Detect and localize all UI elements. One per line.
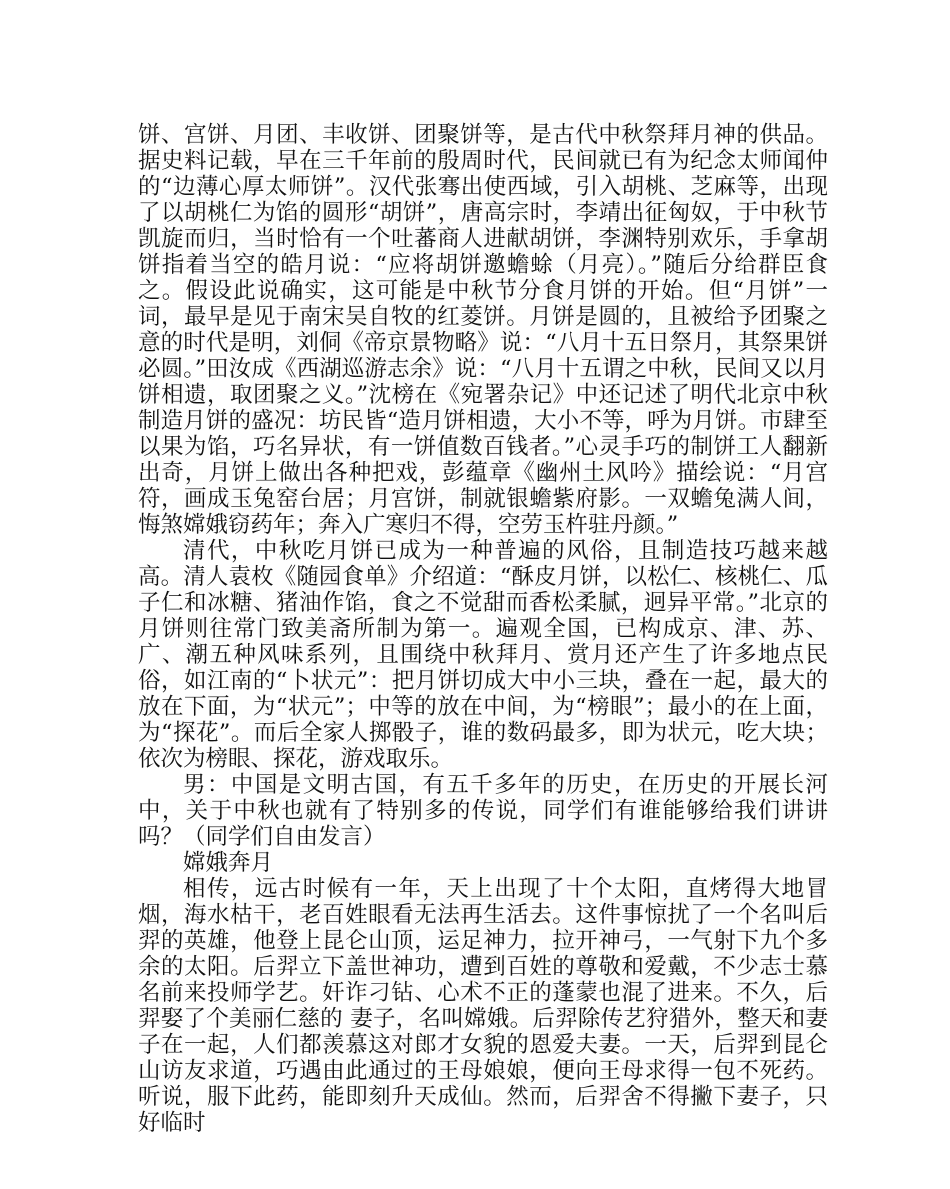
paragraph-host-speech: 男：中国是文明古国，有五千多年的历史，在历史的开展长河中，关于中秋也就有了特别多的传说，同学们有谁能够给我们讲讲吗？（同学们自由发言） bbox=[138, 772, 828, 850]
document-page bbox=[138, 122, 828, 1136]
paragraph-mooncake-history: 饼、宫饼、月团、丰收饼、团聚饼等，是古代中秋祭拜月神的供品。据史料记载，早在三千年前的殷周时代，民间就已有为纪念太师闻仲的“边薄心厚太师饼”。汉代张骞出使西域，引入胡桃、芝麻等，出现了以胡桃仁为馅的圆形“胡饼”，唐高宗时，李靖出征匈奴，于中秋节凯旋而归，当时恰有一个吐蕃商人进献胡饼，李渊特别欢乐，手拿胡饼指着当空的皓月说：“应将胡饼邀蟾蜍（月亮）。”随后分给群臣食之。假设此说确实，这可能是中秋节分食月饼的开始。但“月饼”一词，最早是见于南宋吴自牧的红菱饼。月饼是圆的，且被给予团聚之意的时代是明，刘侗《帝京景物略》说：“八月十五日祭月，其祭果饼必圆。”田汝成《西湖巡游志余》说：“八月十五谓之中秋，民间又以月饼相遗，取团聚之义。”沈榜在《宛署杂记》中还记述了明代北京中秋制造月饼的盛况：坊民皆“造月饼相遗，大小不等，呼为月饼。市肆至以果为馅，巧名异状，有一饼值数百钱者。”心灵手巧的制饼工人翻新出奇，月饼上做出各种把戏，彭蕴章《幽州土风吟》描绘说：“月宫符，画成玉兔窑台居；月宫饼，制就银蟾紫府影。一双蟾兔满人间，悔煞嫦娥窃药年；奔入广寒归不得，空劳玉杵驻丹颜。” bbox=[138, 122, 828, 538]
section-heading-change-e: 嫦娥奔月 bbox=[183, 850, 274, 876]
paragraph-qing-dynasty: 清代，中秋吃月饼已成为一种普遍的风俗，且制造技巧越来越高。清人袁枚《随园食单》介绍道：“酥皮月饼，以松仁、核桃仁、瓜子仁和冰糖、猪油作馅，食之不觉甜而香松柔腻，迥异平常。”北京的月饼则往常门致美斋所制为第一。遍观全国，已构成京、津、苏、广、潮五种风味系列，且围绕中秋拜月、赏月还产生了许多地点民俗，如江南的“卜状元”：把月饼切成大中小三块，叠在一起，最大的放在下面，为“状元”；中等的放在中间，为“榜眼”；最小的在上面，为“探花”。而后全家人掷骰子，谁的数码最多，即为状元，吃大块；依次为榜眼、探花，游戏取乐。 bbox=[138, 538, 828, 772]
paragraph-legend: 相传，远古时候有一年，天上出现了十个太阳，直烤得大地冒烟，海水枯干，老百姓眼看无法再生活去。这件事惊扰了一个名叫后羿的英雄，他登上昆仑山顶，运足神力，拉开神弓，一气射下九个多余的太阳。后羿立下盖世神功，遭到百姓的尊敬和爱戴，不少志士慕名前来投师学艺。奸诈刁钻、心术不正的蓬蒙也混了进来。不久，后羿娶了个美丽仁慈的 妻子，名叫嫦娥。后羿除传艺狩猎外，整天和妻子在一起，人们都羡慕这对郎才女貌的恩爱夫妻。一天，后羿到昆仑山访友求道，巧遇由此通过的王母娘娘，便向王母求得一包不死药。听说，服下此药，能即刻升天成仙。然而，后羿舍不得撇下妻子，只好临时 bbox=[138, 876, 828, 1136]
